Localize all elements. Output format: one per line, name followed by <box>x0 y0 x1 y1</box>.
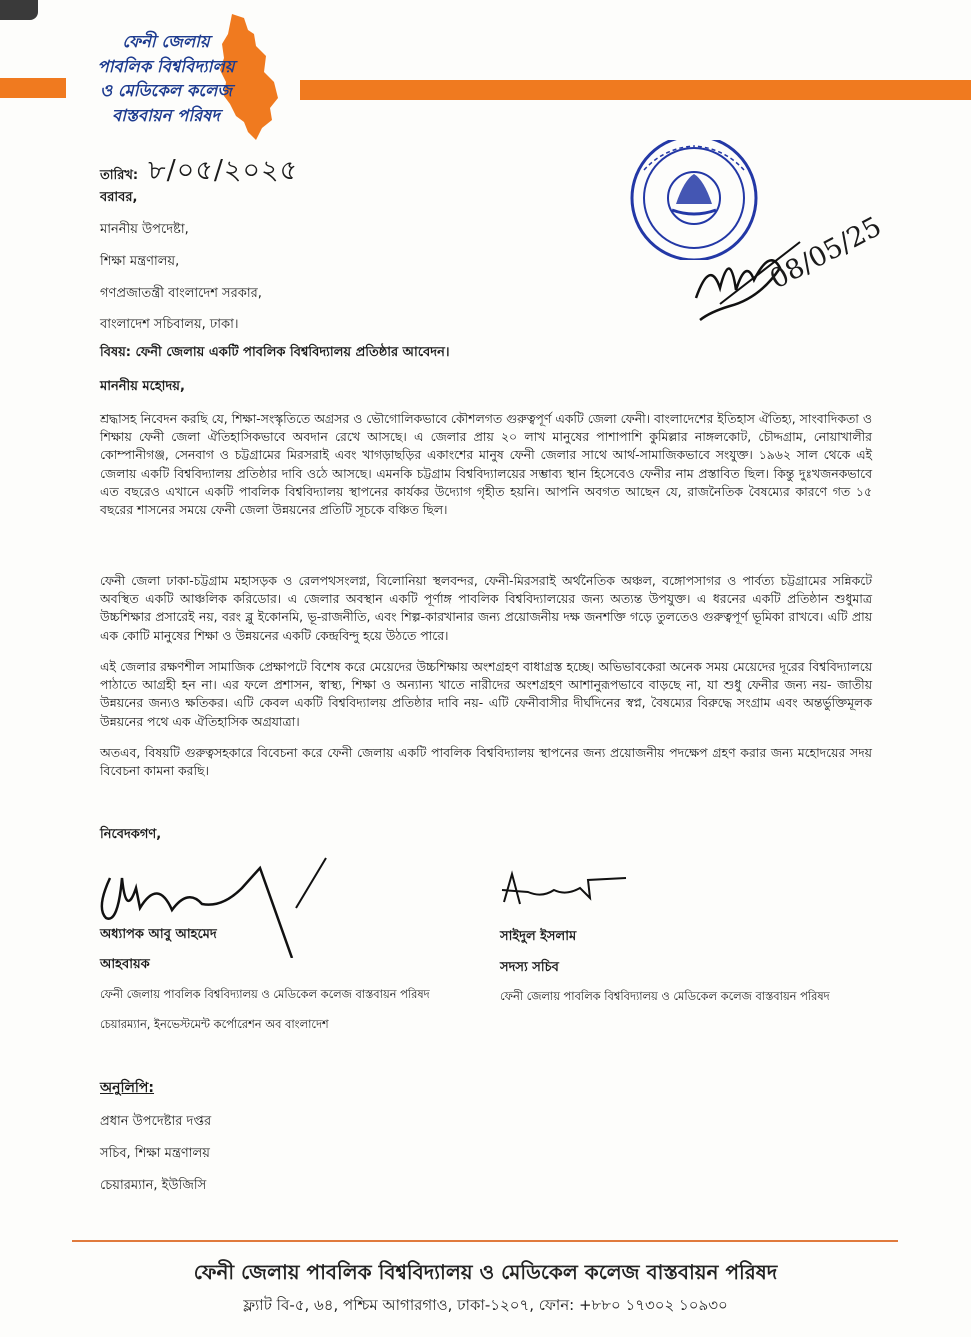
header-bar-right <box>300 80 971 100</box>
body-paragraph-3: এই জেলার রক্ষণশীল সামাজিক প্রেক্ষাপটে বিশেষ করে মেয়েদের উচ্চশিক্ষায় অংশগ্রহণ বাধাগ্রস্ত হচ্ছে। অভিভাবকেরা অনেক সময় মেয়েদের দূরের বিশ্ববিদ্যালয়ে পাঠাতে আগ্রহী হন না। এর ফলে প্রশাসন, স্বাস্থ্য, শিক্ষা ও অন্যান্য খাতে নারীদের অংশগ্রহণ আশানুরূপভাবে বাড়ছে না, যা শুধু ফেনীর জন্য নয়- জাতীয় উন্নয়নের জন্যও ক্ষতিকর। এটি কেবল একটি বিশ্ববিদ্যালয় প্রতিষ্ঠার দাবি নয়- এটি ফেনীবাসীর দীর্ঘদিনের স্বপ্ন, বৈষম্যের বিরুদ্ধে সংগ্রাম এবং অন্তর্ভুক্তিমূলক উন্নয়নের পথে এক ঐতিহাসিক অগ্রযাত্রা। <box>100 659 872 729</box>
signatory-1-org: ফেনী জেলায় পাবলিক বিশ্ববিদ্যালয় ও মেডিকেল কলেজ বাস্তবায়ন পরিষদ <box>100 987 430 1001</box>
signatory-2-name: সাইদুল ইসলাম <box>500 929 577 944</box>
corner-mark <box>0 0 38 20</box>
recipient-line-2: শিক্ষা মন্ত্রণালয়, <box>100 254 180 269</box>
date-label: তারিখ: <box>100 168 139 183</box>
body-paragraph-1: শ্রদ্ধাসহ নিবেদন করছি যে, শিক্ষা-সংস্কৃতিতে অগ্রসর ও ভৌগোলিকভাবে কৌশলগত গুরুত্বপূর্ণ একটি জেলা ফেনী। বাংলাদেশের ইতিহাস ঐতিহ্য, সাংবাদিকতা ও শিক্ষায় ফেনী জেলা ঐতিহাসিকভাবে অবদান রেখে আসছে। এ জেলার প্রায় ২০ লাখ মানুষের পাশাপাশি কুমিল্লার নাঙ্গলকোট, চৌদ্দগ্রাম, নোয়াখালীর কোম্পানীগঞ্জ, সেনবাগ ও চট্টগ্রামের মিরসরাই এবং খাগড়াছড়ির একাংশের মানুষ ফেনী জেলার সাথে আর্থ-সামাজিকভাবে সংযুক্ত। ১৯৬২ সাল থেকে এই জেলায় একটি বিশ্ববিদ্যালয় প্রতিষ্ঠার দাবি ওঠে আসছে। এমনকি চট্টগ্রাম বিশ্ববিদ্যালয়ের সম্ভাব্য স্থান হিসেবেও ফেনীর নাম প্রস্তাবিত ছিল। কিন্তু দুঃখজনকভাবে এত বছরেও এখানে একটি পাবলিক বিশ্ববিদ্যালয় স্থাপনের কার্যকর উদ্যোগ গৃহীত হয়নি। আপনি অবগত আছেন যে, রাজনৈতিক বৈষম্যের কারণে গত ১৫ বছরের শাসনের সময়ে ফেনী জেলা উন্নয়নের প্রতিটি সূচকে বঞ্চিত ছিল। <box>100 411 872 518</box>
org-title-line-3: ও মেডিকেল কলেজ <box>99 81 233 100</box>
header-bar-left <box>0 78 66 98</box>
footer-address: ফ্ল্যাট বি-৫, ৬৪, পশ্চিম আগারগাও, ঢাকা-১২০৭, ফোন: +৮৮০ ১৭৩০২ ১০৯৩০ <box>243 1296 728 1314</box>
recipient-line-3: গণপ্রজাতন্ত্রী বাংলাদেশ সরকার, <box>100 286 262 301</box>
seal-date: 08/05/25 <box>765 211 887 296</box>
footer-divider <box>72 1240 898 1242</box>
signatory-1-title: চেয়ারম্যান, ইনভেস্টমেন্ট কর্পোরেশন অব বাংলাদেশ <box>100 1017 329 1031</box>
copy-item-3: চেয়ারম্যান, ইউজিসি <box>100 1178 207 1193</box>
signatory-1-role: আহবায়ক <box>100 957 150 972</box>
signatory-1-name: অধ্যাপক আবু আহমেদ <box>100 927 217 942</box>
signatory-2-role: সদস্য সচিব <box>500 960 559 975</box>
org-title-line-1: ফেনী জেলায় <box>122 32 210 51</box>
copies-title: অনুলিপি: <box>100 1080 155 1096</box>
org-title <box>66 30 266 128</box>
date-value: ৮/০৫/২০২৫ <box>148 155 299 186</box>
signatory-2-org: ফেনী জেলায় পাবলিক বিশ্ববিদ্যালয় ও মেডিকেল কলেজ বাস্তবায়ন পরিষদ <box>500 989 830 1003</box>
recipient-line-1: মাননীয় উপদেষ্টা, <box>100 222 189 237</box>
copy-item-1: প্রধান উপদেষ্টার দপ্তর <box>100 1114 212 1129</box>
recipient-line-4: বাংলাদেশ সচিবালয়, ঢাকা। <box>100 317 239 332</box>
closing: নিবেদকগণ, <box>100 827 162 842</box>
copy-item-2: সচিব, শিক্ষা মন্ত্রণালয় <box>100 1146 210 1161</box>
body-paragraph-2: ফেনী জেলা ঢাকা-চট্টগ্রাম মহাসড়ক ও রেলপথসংলগ্ন, বিলোনিয়া স্থলবন্দর, ফেনী-মিরসরাই অর্থনৈতিক অঞ্চল, বঙ্গোপসাগর ও পার্বত্য চট্টগ্রামের সন্নিকটে অবস্থিত একটি আঞ্চলিক করিডোর। এ জেলার অবস্থান একটি পূর্ণাঙ্গ পাবলিক বিশ্ববিদ্যালয়ের জন্য অত্যন্ত উপযুক্ত। এ ধরনের একটি প্রতিষ্ঠান শুধুমাত্র উচ্চশিক্ষার প্রসারেই নয়, বরং ব্লু ইকোনমি, ভূ-রাজনীতি, এবং শিল্প-কারখানার জন্য প্রয়োজনীয় দক্ষ জনশক্তি গড়ে তুলতেও গুরুত্বপূর্ণ ভূমিকা রাখবে। এটি প্রায় এক কোটি মানুষের শিক্ষা ও উন্নয়নের একটি কেন্দ্রবিন্দু হয়ে উঠতে পারে। <box>100 573 872 643</box>
salutation: মাননীয় মহোদয়, <box>100 379 185 394</box>
org-title-line-2: পাবলিক বিশ্ববিদ্যালয় <box>97 56 235 76</box>
subject-line: বিষয়: ফেনী জেলায় একটি পাবলিক বিশ্ববিদ্যালয় প্রতিষ্ঠার আবেদন। <box>100 345 450 360</box>
org-title-line-4: বাস্তবায়ন পরিষদ <box>112 105 220 125</box>
signature-2 <box>498 868 638 918</box>
footer-title: ফেনী জেলায় পাবলিক বিশ্ববিদ্যালয় ও মেডিকেল কলেজ বাস্তবায়ন পরিষদ <box>193 1260 778 1284</box>
body-paragraph-4: অতএব, বিষয়টি গুরুত্বসহকারে বিবেচনা করে ফেনী জেলায় একটি পাবলিক বিশ্ববিদ্যালয় স্থাপনের জন্য প্রয়োজনীয় পদক্ষেপ গ্রহণ করার জন্য মহোদয়ের সদয় বিবেচনা কামনা করছি। <box>100 745 872 779</box>
recipient-to: বরাবর, <box>100 190 138 205</box>
